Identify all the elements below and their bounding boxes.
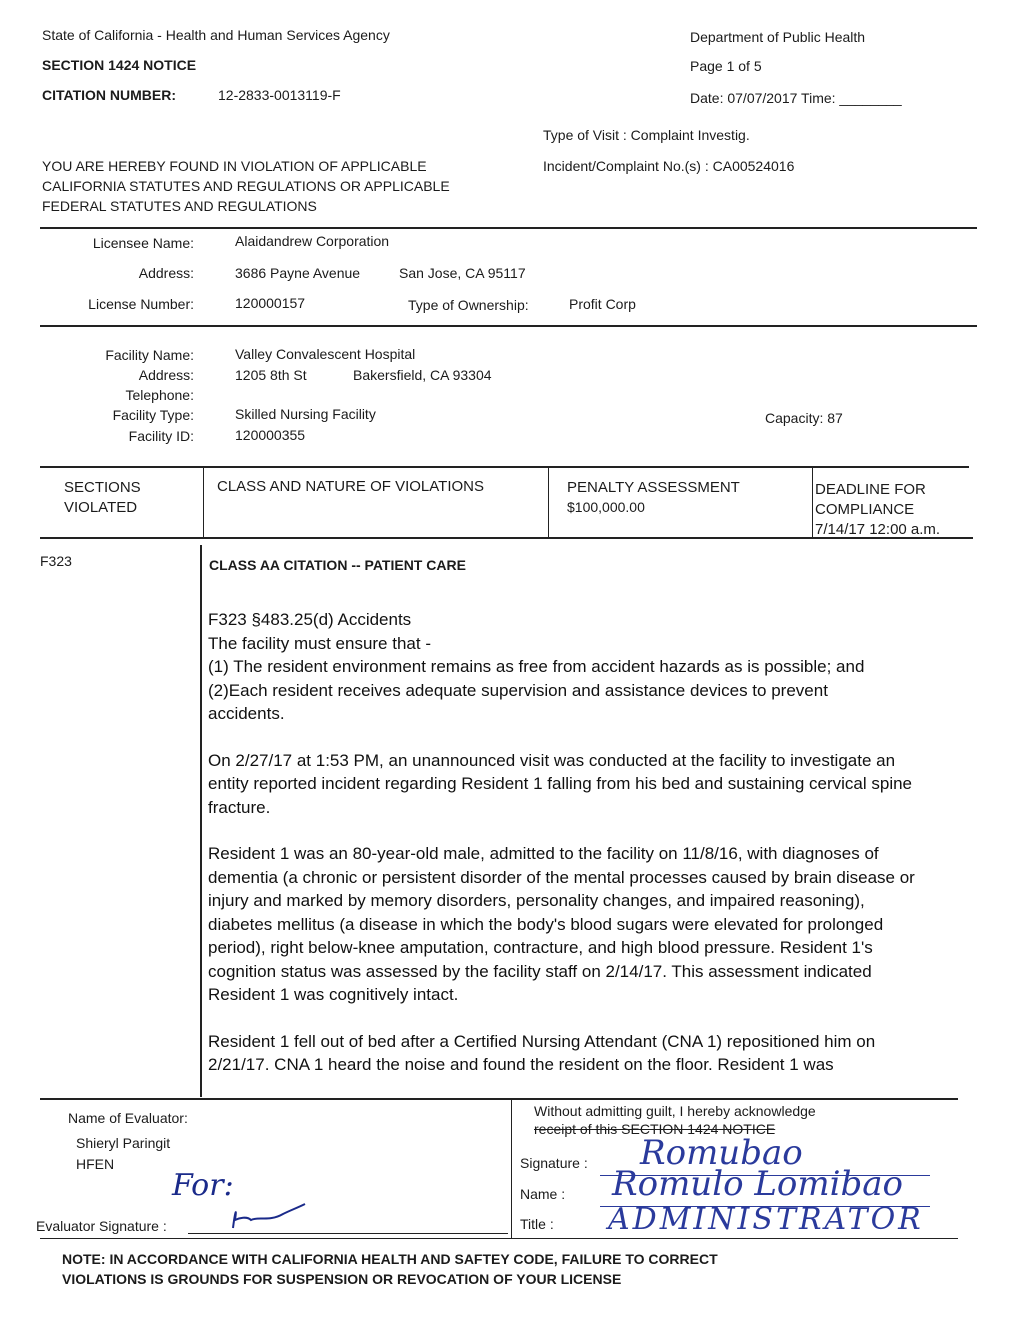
table-top-rule <box>40 466 969 468</box>
date-time: Date: 07/07/2017 Time: ________ <box>690 90 902 106</box>
page-number: Page 1 of 5 <box>690 58 762 74</box>
licensee-name-label: Licensee Name: <box>92 235 194 251</box>
table-divider <box>812 467 813 538</box>
handwritten-name: Romulo Lomibao <box>612 1164 904 1204</box>
licensee-address-label: Address: <box>138 265 194 281</box>
licensee-name: Alaidandrew Corporation <box>235 233 390 249</box>
violation-notice-line: YOU ARE HEREBY FOUND IN VIOLATION OF APPLICABLE <box>42 158 427 174</box>
ownership-label: Type of Ownership: <box>408 297 529 313</box>
paragraph: (2)Each resident receives adequate supervision and assistance devices to prevent accidents. <box>208 680 828 723</box>
evaluator-title: HFEN <box>76 1156 115 1172</box>
paragraph: On 2/27/17 at 1:53 PM, an unannounced visit was conducted at the facility to investigate an entity reported incident regarding Resident 1 falling from his bed and sustaining cervical spine fracture. <box>208 750 913 817</box>
facility-id: 120000355 <box>235 427 306 443</box>
incident-number: Incident/Complaint No.(s) : CA00524016 <box>543 158 795 174</box>
evaluator-name: Shieryl Paringit <box>76 1135 171 1151</box>
footer-note-line2: VIOLATIONS IS GROUNDS FOR SUSPENSION OR REVOCATION OF YOUR LICENSE <box>62 1271 622 1287</box>
license-number-label: License Number: <box>88 296 194 312</box>
signature-divider <box>511 1099 512 1239</box>
signature-bottom-rule <box>40 1238 958 1239</box>
divider <box>40 227 977 229</box>
divider <box>40 325 977 327</box>
acknowledge-text-2: receipt of this SECTION 1424 NOTICE <box>534 1121 776 1137</box>
citation-label: CITATION NUMBER: <box>42 87 177 103</box>
class-nature-header: CLASS AND NATURE OF VIOLATIONS <box>217 478 484 495</box>
facility-name-label: Facility Name: <box>105 347 194 363</box>
facility-city: Bakersfield, CA 93304 <box>353 367 492 383</box>
title-label: Title : <box>520 1216 554 1232</box>
column-divider <box>200 545 202 1097</box>
facility-id-label: Facility ID: <box>128 428 194 444</box>
deadline-line: COMPLIANCE <box>815 501 915 518</box>
citation-number: 12-2833-0013119-F <box>218 87 341 103</box>
agency-name: State of California - Health and Human Services Agency <box>42 27 390 43</box>
penalty-amount: $100,000.00 <box>567 499 645 515</box>
department-name: Department of Public Health <box>690 29 866 45</box>
signature-line <box>188 1233 508 1234</box>
paragraph: Resident 1 was an 80-year-old male, admitted to the facility on 11/8/16, with diagnoses of dementia (a chronic or persistent disorder of the mental processes caused by brain disease or injury and marked by memory disorders, personality changes, and impaired reasoning), diabetes mellitus (a disease in which the body's blood sugars were elevated for prolonged period), right below-knee amputation, contracture, and high blood pressure. Resident 1's cognition status was assessed by the facility staff on 2/14/17. This assessment indicated Resident 1 was cognitively intact. <box>208 844 915 1004</box>
handwritten-signature: Romubao <box>640 1133 803 1173</box>
licensee-city: San Jose, CA 95117 <box>399 265 526 281</box>
violation-notice <box>42 156 450 216</box>
facility-type-label: Facility Type: <box>112 407 194 423</box>
violation-text <box>208 608 928 1077</box>
handwritten-title: ADMINISTRATOR <box>608 1202 924 1237</box>
capacity: Capacity: 87 <box>765 410 843 426</box>
section-violated: F323 <box>40 553 72 569</box>
licensee-street: 3686 Payne Avenue <box>235 265 361 281</box>
signature-top-rule <box>40 1098 958 1100</box>
paragraph: F323 §483.25(d) Accidents <box>208 610 412 629</box>
evaluator-signature-label: Evaluator Signature : <box>36 1218 167 1234</box>
paragraph: (1) The resident environment remains as free from accident hazards as is possible; and <box>208 657 865 676</box>
visit-type: Type of Visit : Complaint Investig. <box>543 127 750 143</box>
sections-header-line: SECTIONS <box>64 479 141 496</box>
ownership-type: Profit Corp <box>569 296 636 312</box>
signature-label: Signature : <box>520 1155 588 1171</box>
license-number: 120000157 <box>235 295 306 311</box>
table-divider <box>548 467 549 538</box>
sections-header-line: VIOLATED <box>64 499 138 516</box>
paragraph: The facility must ensure that - <box>208 633 431 653</box>
section-title: SECTION 1424 NOTICE <box>42 57 197 73</box>
facility-name: Valley Convalescent Hospital <box>235 346 416 362</box>
footer-note-line1: NOTE: IN ACCORDANCE WITH CALIFORNIA HEALTH AND SAFTEY CODE, FAILURE TO CORRECT <box>62 1251 718 1267</box>
table-divider <box>203 467 204 538</box>
class-title: CLASS AA CITATION -- PATIENT CARE <box>209 557 466 573</box>
evaluator-label: Name of Evaluator: <box>68 1110 188 1126</box>
telephone-label: Telephone: <box>125 387 194 403</box>
facility-street: 1205 8th St <box>235 367 307 383</box>
deadline-header <box>815 480 940 540</box>
paragraph: Resident 1 fell out of bed after a Certified Nursing Attendant (CNA 1) repositioned him on 2/21/17. CNA 1 heard the noise and found the resident on the floor. Resident 1 was <box>208 1031 876 1074</box>
evaluator-signature <box>225 1198 315 1232</box>
acknowledge-text: Without admitting guilt, I hereby acknowledge <box>534 1103 816 1119</box>
deadline-date: 7/14/17 12:00 a.m. <box>815 521 941 538</box>
deadline-line: DEADLINE FOR <box>815 481 926 498</box>
name-label: Name : <box>520 1186 566 1202</box>
evaluator-handwriting: For: <box>172 1168 234 1203</box>
violation-notice-line: CALIFORNIA STATUTES AND REGULATIONS OR APPLICABLE <box>42 178 450 194</box>
penalty-header: PENALTY ASSESSMENT <box>567 479 740 496</box>
sections-header <box>64 478 141 518</box>
facility-type: Skilled Nursing Facility <box>235 406 376 422</box>
facility-address-label: Address: <box>138 367 194 383</box>
violation-notice-line: FEDERAL STATUTES AND REGULATIONS <box>42 198 317 214</box>
